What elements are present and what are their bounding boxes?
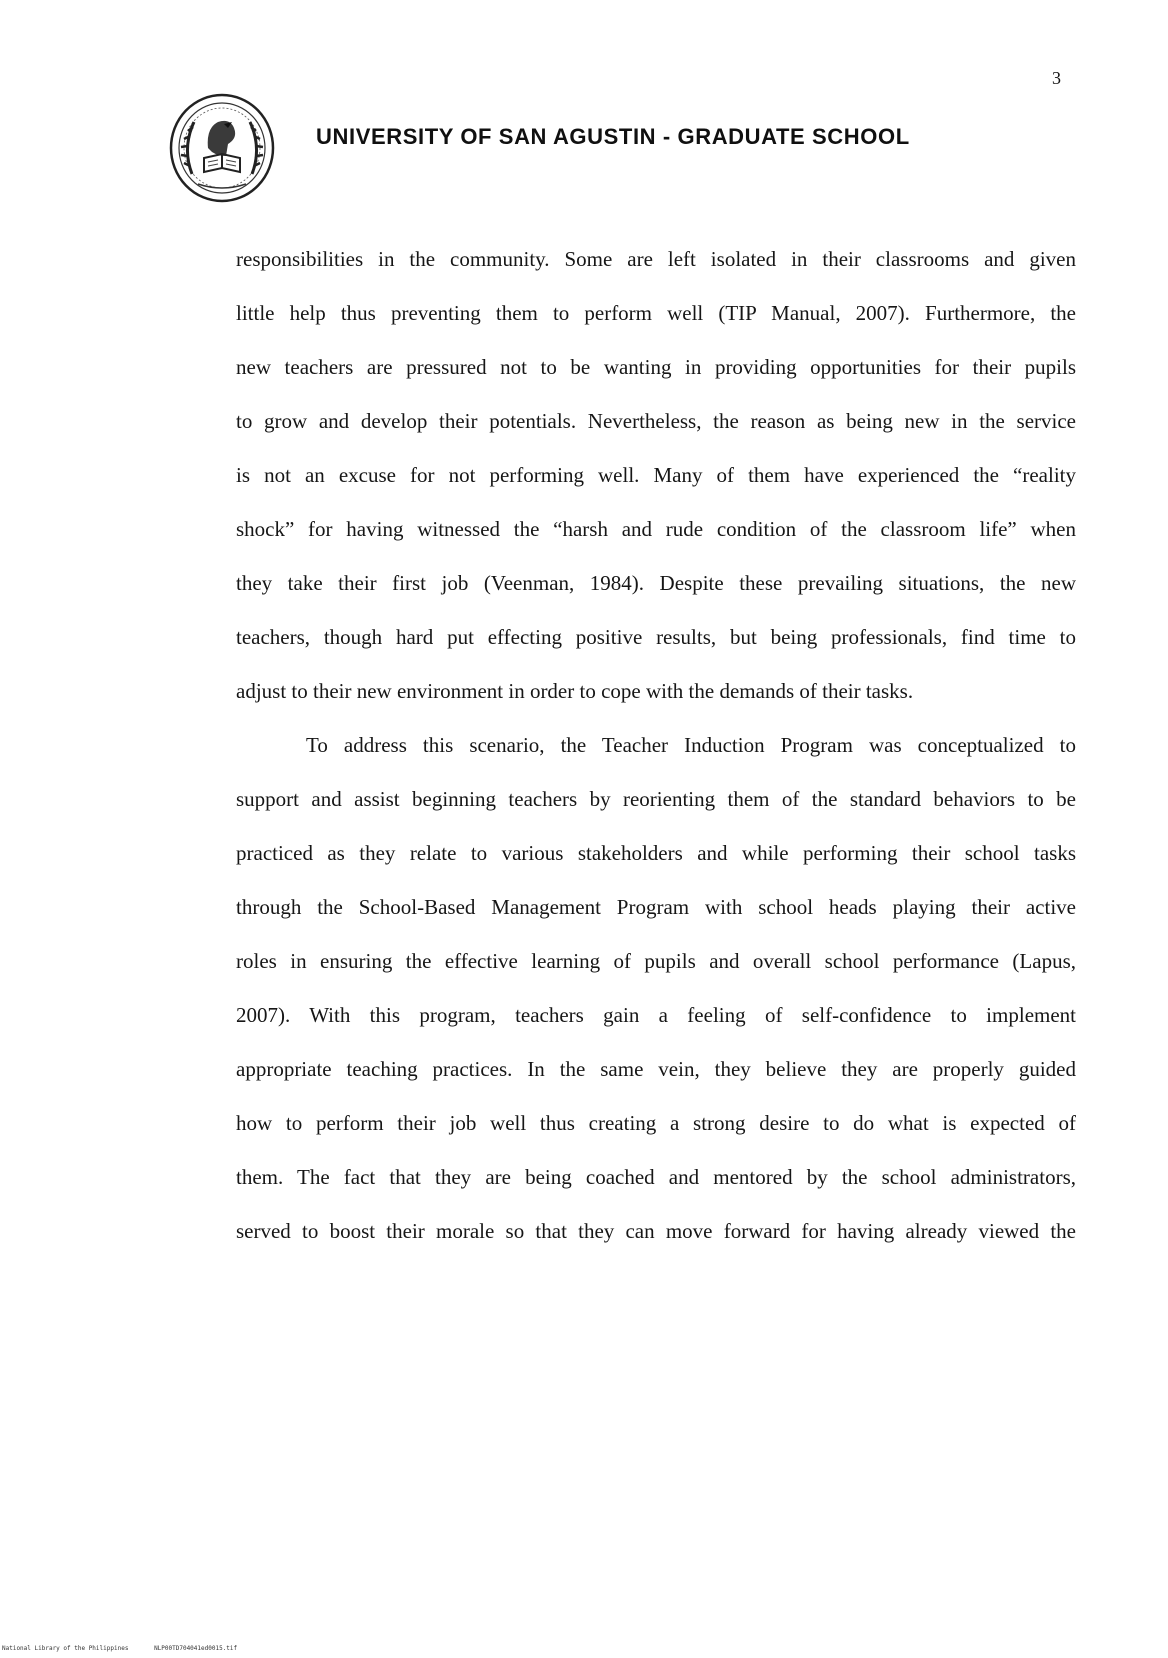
text-line: appropriate teaching practices. In the same vein, they believe they are properly guided — [236, 1057, 1076, 1081]
text-line: shock” for having witnessed the “harsh and rude condition of the classroom life” when — [236, 517, 1076, 541]
text-line: 2007). With this program, teachers gain a feeling of self-confidence to implement — [236, 1003, 1076, 1027]
text-line: to grow and develop their potentials. Nevertheless, the reason as being new in the service — [236, 409, 1076, 433]
body-text — [236, 232, 1076, 1258]
footer-library: National Library of the Philippines — [2, 1645, 129, 1652]
institution-header-title: UNIVERSITY OF SAN AGUSTIN - GRADUATE SCHOOL — [316, 124, 910, 149]
text-line: through the School-Based Management Program with school heads playing their active — [236, 895, 1076, 919]
text-line: they take their first job (Veenman, 1984). Despite these prevailing situations, the new — [236, 571, 1076, 595]
text-line: served to boost their morale so that they can move forward for having already viewed the — [236, 1219, 1076, 1243]
scan-footer — [2, 1645, 237, 1652]
text-line: To address this scenario, the Teacher Induction Program was conceptualized to — [306, 733, 1076, 757]
paragraph-1 — [236, 232, 1076, 718]
text-line: is not an excuse for not performing well. Many of them have experienced the “reality — [236, 463, 1076, 487]
text-line: little help thus preventing them to perform well (TIP Manual, 2007). Furthermore, the — [236, 301, 1076, 325]
text-line: teachers, though hard put effecting positive results, but being professionals, find time to — [236, 625, 1076, 649]
text-line: practiced as they relate to various stakeholders and while performing their school tasks — [236, 841, 1076, 865]
text-line: roles in ensuring the effective learning of pupils and overall school performance (Lapus, — [236, 949, 1076, 973]
footer-file-id: NLP00TD704041ed0015.tif — [154, 1645, 238, 1652]
text-line: support and assist beginning teachers by reorienting them of the standard behaviors to be — [236, 787, 1076, 811]
text-line: responsibilities in the community. Some are left isolated in their classrooms and given — [236, 247, 1076, 271]
text-line: new teachers are pressured not to be wanting in providing opportunities for their pupils — [236, 355, 1076, 379]
text-line: them. The fact that they are being coached and mentored by the school administrators, — [236, 1165, 1076, 1189]
paragraph-2 — [236, 718, 1076, 1258]
text-line: how to perform their job well thus creating a strong desire to do what is expected of — [236, 1111, 1076, 1135]
university-seal-icon — [168, 92, 276, 204]
text-line: adjust to their new environment in order to cope with the demands of their tasks. — [236, 679, 914, 703]
page-number: 3 — [1052, 68, 1061, 88]
